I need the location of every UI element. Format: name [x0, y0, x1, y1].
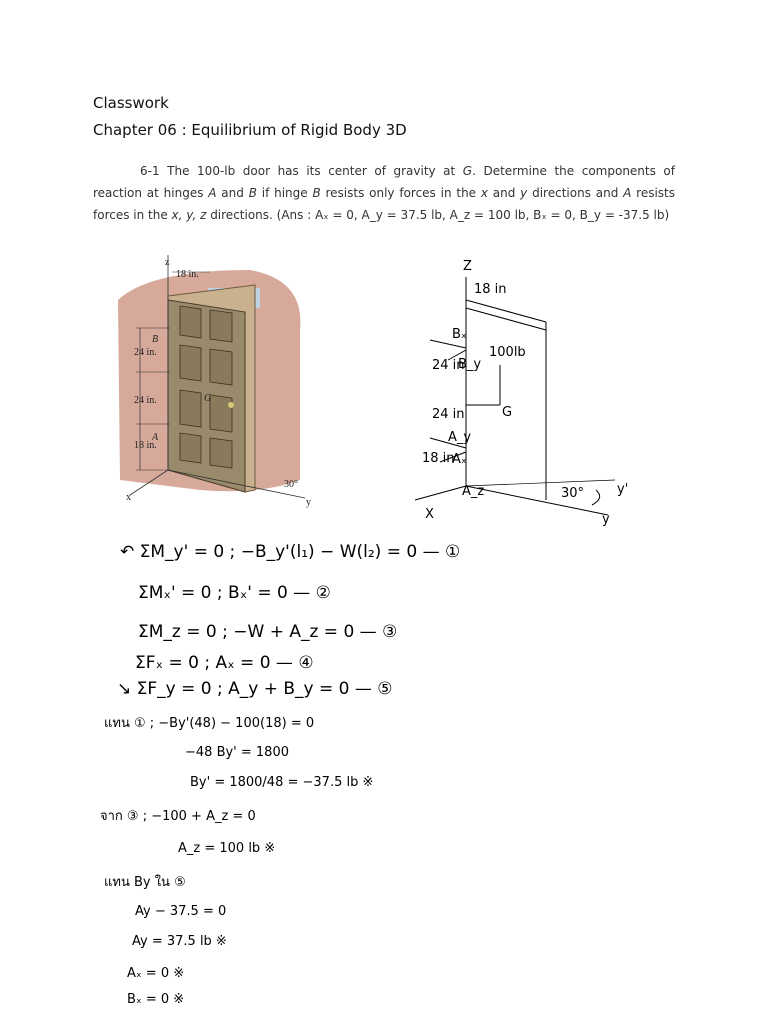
g-label: G [502, 405, 513, 420]
dim3-label: 18 in. [134, 440, 157, 451]
dim-top-label: 18 in [474, 282, 507, 297]
axis-x-label: X [425, 507, 434, 522]
y-prime-axis [466, 480, 615, 486]
axis-z-label: z [165, 257, 170, 268]
problem-text: resists only forces in the [320, 186, 481, 200]
y-axis [466, 486, 608, 515]
solution-line: Ay − 37.5 = 0 [135, 904, 227, 919]
dim2-label: 24 in. [134, 395, 157, 406]
solution-line: By' = 1800/48 = −37.5 lb ※ [190, 775, 374, 790]
dim2-label: 24 in [432, 407, 465, 422]
problem-text: and [487, 186, 521, 200]
axis-y-label: y [602, 512, 610, 527]
x-axis [415, 486, 466, 500]
door-figure [118, 255, 311, 508]
solution-line: จาก ③ ; −100 + A_z = 0 [100, 809, 256, 824]
load-label: 100lb [489, 345, 526, 360]
solution-line: Aₓ = 0 ※ [127, 966, 185, 981]
solution-line: Ay = 37.5 lb ※ [132, 934, 227, 949]
dim-top-label: 18 in. [176, 269, 199, 280]
answer-text: Aₓ = 0, A_y = 37.5 lb, A_z = 100 lb, Bₓ = 0, B_y = -37.5 lb) [315, 208, 670, 222]
bx-label: Bₓ [452, 327, 467, 342]
ax-label: Aₓ [452, 452, 467, 467]
var-y: y [520, 186, 528, 200]
ay-label: A_y [448, 430, 472, 445]
problem-text: directions. (Ans : [206, 208, 316, 222]
solution-line: ΣFₓ = 0 ; Aₓ = 0 — ④ [135, 653, 314, 673]
solution-line: ΣM_z = 0 ; −W + A_z = 0 — ③ [138, 622, 398, 642]
solution-line: −48 By' = 1800 [185, 745, 289, 760]
solution-line: ↘ ΣF_y = 0 ; A_y + B_y = 0 — ⑤ [117, 679, 393, 699]
axis-z-label: Z [463, 259, 472, 274]
dim3-label: 18 in [422, 451, 455, 466]
problem-number: 6-1 [140, 164, 160, 178]
axis-y-label: y [306, 497, 311, 508]
var-a: A [208, 186, 217, 200]
page-heading: Classwork [93, 94, 169, 112]
point-a-label: A [152, 432, 159, 443]
angle-label: 30° [561, 486, 585, 501]
problem-text: . Determine the components of reaction at hinges [93, 164, 675, 200]
solution-line: แทน ① ; −By'(48) − 100(18) = 0 [104, 716, 315, 731]
var-a: A [623, 186, 632, 200]
angle-label: 30° [284, 479, 298, 490]
solution-line: Bₓ = 0 ※ [127, 992, 185, 1007]
axis-yprime-label: y' [617, 482, 629, 497]
problem-text: directions and [527, 186, 624, 200]
var-xyz: x, y, z [171, 208, 207, 222]
axis-x-label: x [126, 492, 131, 503]
problem-text: The 100-lb door has its center of gravity at [167, 164, 463, 178]
var-b: B [248, 186, 257, 200]
var-x: x [480, 186, 488, 200]
point-g-label: G [204, 393, 212, 404]
solution-line: แทน By ใน ⑤ [104, 875, 186, 890]
dim1-label: 24 in. [134, 347, 157, 358]
az-label: A_z [462, 484, 485, 499]
fbd-sketch [415, 277, 615, 515]
solution-line: ΣMₓ' = 0 ; Bₓ' = 0 — ② [138, 583, 331, 603]
problem-text: and [216, 186, 249, 200]
problem-text: resists forces in the [93, 186, 675, 222]
problem-text: if hinge [256, 186, 313, 200]
dim1-label: 24 in [432, 358, 465, 373]
chapter-title: Chapter 06 : Equilibrium of Rigid Body 3D [93, 121, 407, 139]
door-knob [228, 402, 234, 408]
solution-line: A_z = 100 lb ※ [178, 841, 276, 856]
by-label: B_y [458, 357, 482, 372]
angle-arc [592, 490, 600, 505]
solution-line: ↶ ΣM_y' = 0 ; −B_y'(l₁) − W(l₂) = 0 — ① [120, 542, 461, 562]
point-b-label: B [152, 334, 159, 345]
var-b: B [312, 186, 321, 200]
var-g: G [462, 164, 473, 178]
